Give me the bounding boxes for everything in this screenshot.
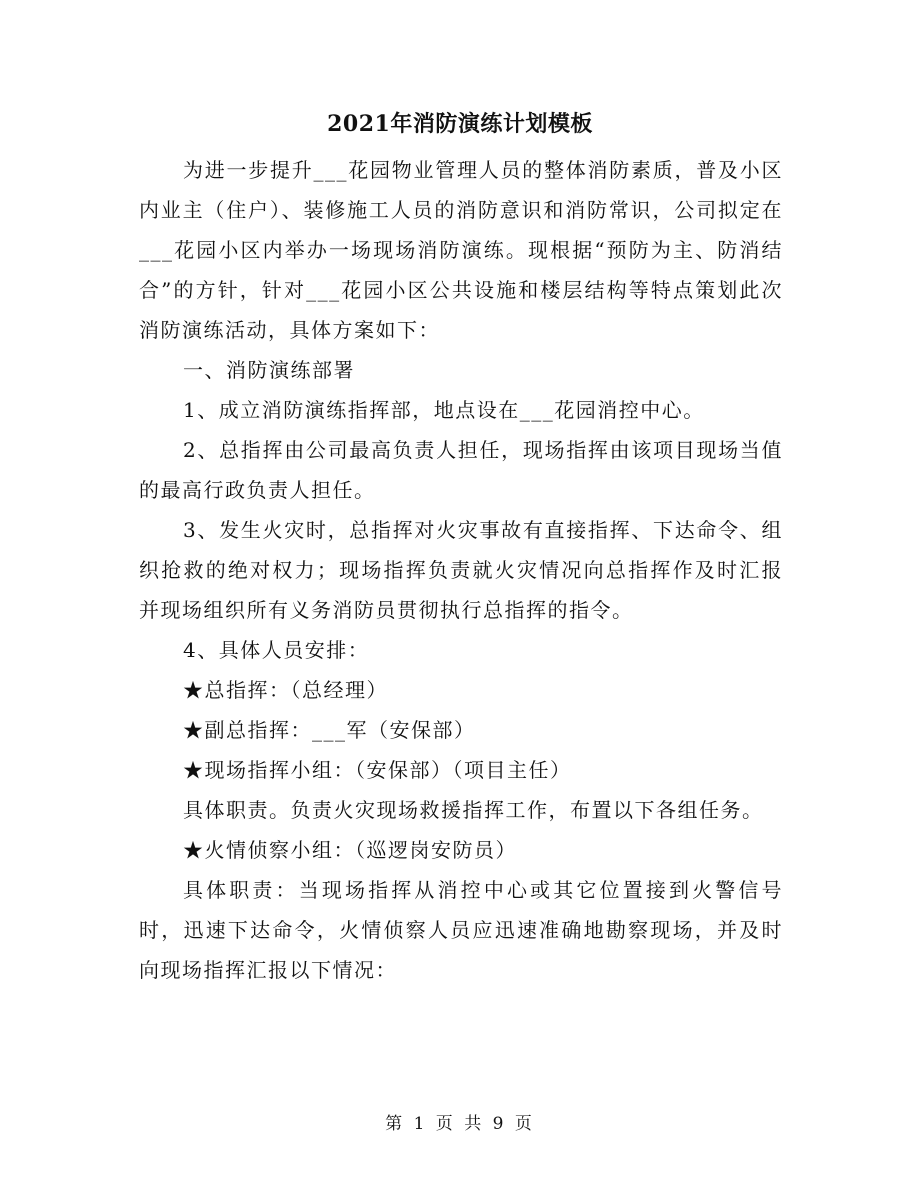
role-item: ★总指挥：（总经理） xyxy=(183,678,388,702)
page-number: 第 1 页 共 9 页 xyxy=(385,1114,535,1134)
document-title: 2021年消防演练计划模板 xyxy=(327,111,593,137)
role-item: ★副总指挥：___军（安保部） xyxy=(183,718,476,742)
list-item: 1、成立消防演练指挥部，地点设在___花园消控中心。 xyxy=(183,398,705,422)
list-item: 3、发生火灾时，总指挥对火灾事故有直接指挥、下达命令、组织抢救的绝对权力；现场指挥负责就火灾情况向总指挥作及时汇报并现场组织所有义务消防员贯彻执行总指挥的指令。 xyxy=(139,518,783,622)
list-item: 2、总指挥由公司最高负责人担任，现场指挥由该项目现场当值的最高行政负责人担任。 xyxy=(139,438,783,502)
section-heading: 一、消防演练部署 xyxy=(183,358,355,382)
role-item: ★火情侦察小组：（巡逻岗安防员） xyxy=(183,838,517,862)
list-item: 4、具体人员安排： xyxy=(183,638,370,662)
duty-paragraph: 具体职责：当现场指挥从消控中心或其它位置接到火警信号时，迅速下达命令，火情侦察人员应迅速准确地勘察现场，并及时向现场指挥汇报以下情况： xyxy=(139,878,783,982)
duty-paragraph: 具体职责。负责火灾现场救援指挥工作，布置以下各组任务。 xyxy=(183,798,764,822)
document-body xyxy=(139,150,783,990)
role-item: ★现场指挥小组：（安保部）（项目主任） xyxy=(183,758,572,782)
intro-paragraph: 为进一步提升___花园物业管理人员的整体消防素质，普及小区内业主（住户）、装修施工人员的消防意识和消防常识，公司拟定在___花园小区内举办一场现场消防演练。现根据“预防为主、防消结合”的方针，针对___花园小区公共设施和楼层结构等特点策划此次消防演练活动，具体方案如下： xyxy=(139,158,783,342)
